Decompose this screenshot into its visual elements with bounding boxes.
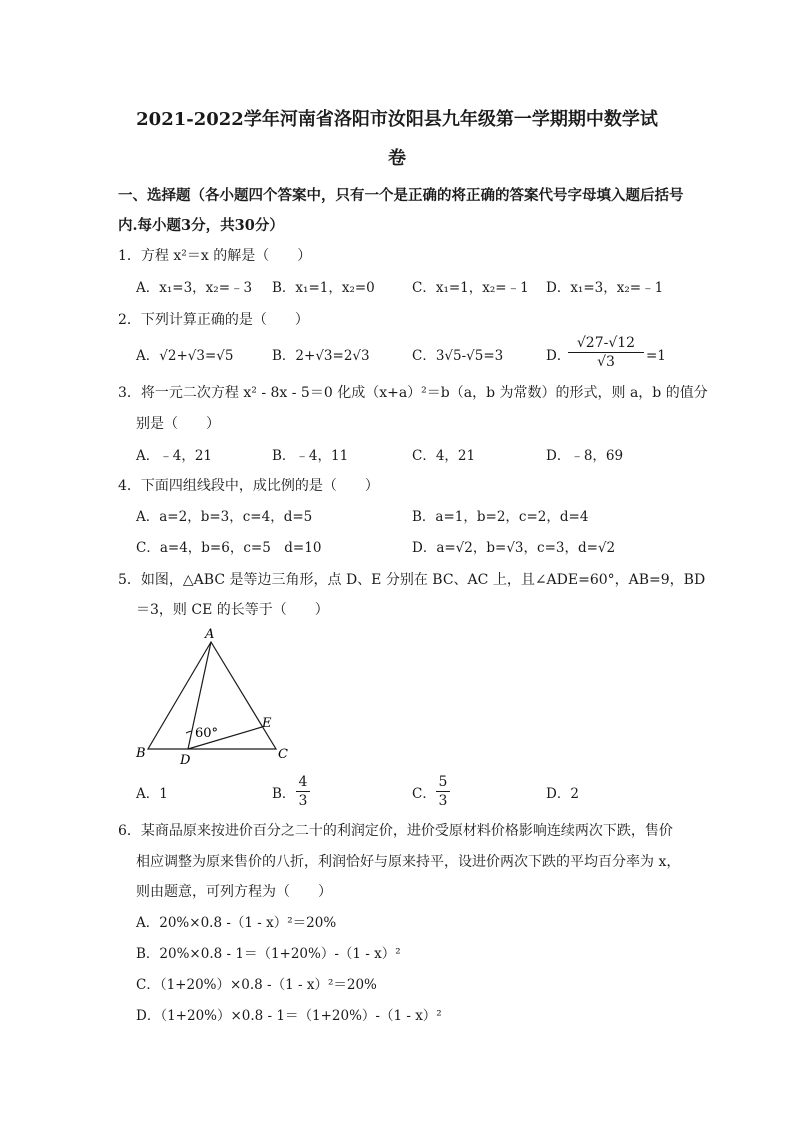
question-4-option-b: B．a=1，b=2，c=2，d=4	[412, 509, 589, 525]
question-5-stem-continued: ＝3，则 CE 的长等于（ ）	[136, 602, 329, 618]
page-title: 2021-2022学年河南省洛阳市汝阳县九年级第一学期期中数学试	[136, 109, 658, 130]
question-5-option-b-label: B．	[272, 786, 296, 802]
question-3-stem: 3．将一元二次方程 x² - 8x - 5＝0 化成（x+a）²＝b（a，b 为常数）的形式，则 a，b 的值分	[118, 385, 708, 401]
fraction-bar	[296, 791, 310, 792]
page-title-continued: 卷	[388, 148, 406, 169]
question-4-option-d: D．a=√2，b=√3，c=3，d=√2	[412, 540, 616, 556]
question-5-stem: 5．如图，△ABC 是等边三角形，点 D、E 分别在 BC、AC 上，且∠ADE=60°，AB=9，BD	[118, 572, 706, 588]
question-2-stem: 2．下列计算正确的是（ ）	[118, 312, 309, 328]
fraction-denominator: 3	[298, 793, 308, 809]
section-heading: 一、选择题（各小题四个答案中，只有一个是正确的将正确的答案代号字母填入题后括号	[118, 187, 684, 204]
question-6-stem-continued-2: 则由题意，可列方程为（ ）	[136, 884, 332, 900]
question-1-option-c: C．x₁=1，x₂=﹣1	[412, 280, 529, 296]
question-6-option-c: C．（1+20%）×0.8 -（1 - x）²＝20%	[136, 977, 377, 993]
question-2-option-c: C．3√5-√5=3	[412, 348, 504, 364]
point-label-e: E	[262, 716, 272, 731]
vertex-label-c: C	[278, 747, 288, 762]
question-5-option-a: A．1	[136, 786, 168, 802]
question-1-stem: 1．方程 x²＝x 的解是（ ）	[118, 248, 312, 264]
question-6-stem: 6．某商品原来按进价百分之二十的利润定价，进价受原材料价格影响连续两次下跌，售价	[118, 823, 673, 839]
question-1-option-b: B．x₁=1，x₂=0	[272, 280, 375, 296]
question-1-option-a: A．x₁=3，x₂=﹣3	[136, 280, 253, 296]
fraction-numerator: 4	[298, 774, 308, 790]
question-6-option-a: A．20%×0.8 -（1 - x）²＝20%	[136, 915, 337, 931]
question-3-stem-continued: 别是（ ）	[136, 416, 220, 432]
vertex-label-b: B	[136, 746, 146, 761]
question-5-option-d: D．2	[546, 786, 579, 802]
question-2-option-b: B．2+√3=2√3	[272, 348, 370, 364]
question-2-option-d-label: D．	[546, 348, 571, 364]
question-6-option-b: B．20%×0.8 - 1＝（1+20%）-（1 - x）²	[136, 946, 401, 962]
point-label-d: D	[180, 753, 191, 768]
question-3-option-b: B．﹣4，11	[272, 448, 349, 464]
fraction-denominator: 3	[438, 793, 448, 809]
question-3-option-c: C．4，21	[412, 448, 476, 464]
question-3-option-d: D．﹣8，69	[546, 448, 624, 464]
question-2-option-a: A．√2+√3=√5	[136, 348, 234, 364]
question-6-stem-continued: 相应调整为原来售价的八折，利润恰好与原来持平，设进价两次下跌的平均百分率为 x，	[136, 854, 681, 870]
question-3-option-a: A．﹣4，21	[136, 448, 213, 464]
question-6-option-d: D．（1+20%）×0.8 - 1＝（1+20%）-（1 - x）²	[136, 1008, 442, 1024]
question-1-option-d: D．x₁=3，x₂=﹣1	[546, 280, 664, 296]
vertex-label-a: A	[205, 627, 215, 642]
question-4-option-a: A．a=2，b=3，c=4，d=5	[136, 509, 313, 525]
fraction-numerator: 5	[438, 774, 448, 790]
question-5-option-b-fraction	[296, 774, 310, 809]
angle-label: 60°	[195, 726, 219, 741]
question-5-option-c-fraction	[436, 774, 450, 809]
question-2-option-d-suffix: =1	[646, 348, 666, 364]
question-4-option-c: C．a=4，b=6，c=5 d=10	[136, 540, 322, 556]
question-4-stem: 4．下面四组线段中，成比例的是（ ）	[118, 478, 379, 494]
fraction-denominator: √3	[597, 354, 615, 370]
question-5-option-c-label: C．	[412, 786, 436, 802]
section-heading-continued: 内.每小题3分，共30分）	[118, 217, 284, 234]
fraction-numerator: √27-√12	[576, 335, 636, 351]
fraction-bar	[436, 791, 450, 792]
